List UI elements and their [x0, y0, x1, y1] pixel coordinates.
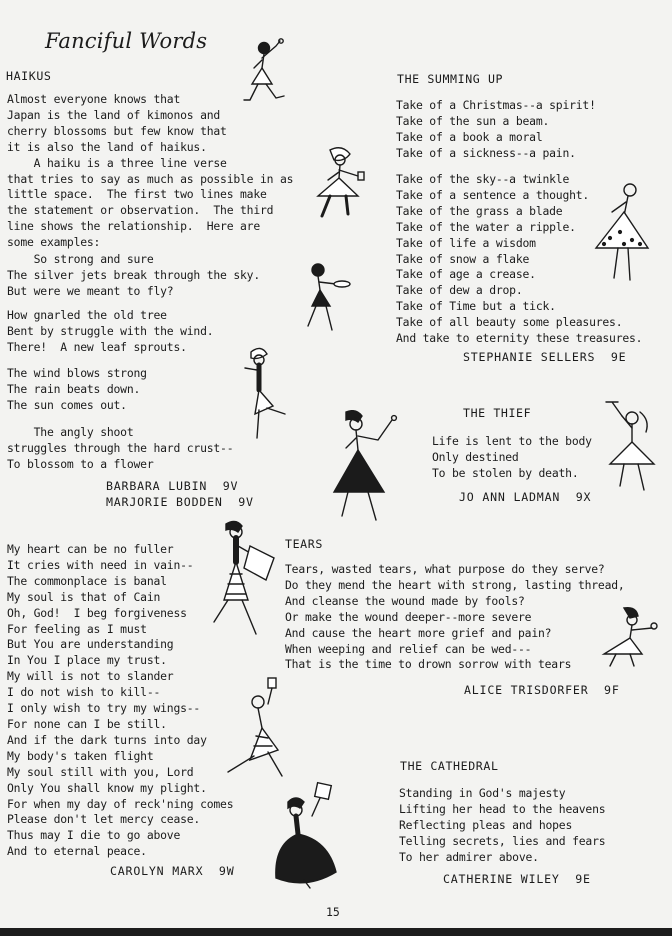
girl-in-checked-dress-with-flower-illustration: [328, 410, 402, 528]
text-line: The sun comes out.: [7, 397, 127, 412]
text-line: Take of the water a ripple.: [396, 219, 576, 234]
text-line: The wind blows strong: [7, 366, 147, 380]
text-line: Take of a Christmas--a spirit!: [396, 98, 596, 112]
text-line: Take of Time but a tick.: [396, 299, 556, 314]
text-line: that tries to say as much as possible in as: [7, 171, 294, 186]
text-line: Oh, God! I beg forgiveness: [7, 605, 187, 620]
page-number: 15: [326, 905, 340, 919]
text-line: Take of snow a flake: [396, 251, 530, 266]
text-line: line shows the relationship. Here are: [7, 219, 260, 234]
cathedral-poem: [399, 786, 605, 866]
thief-poem: [432, 434, 592, 482]
text-line: How gnarled the old tree: [7, 308, 167, 322]
text-line: Telling secrets, lies and fears: [399, 833, 606, 848]
haiku-example-4: [7, 425, 233, 473]
girl-walking-illustration: [237, 344, 293, 444]
text-line: some examples:: [7, 235, 101, 250]
summing-up-author: STEPHANIE SELLERS 9E: [463, 350, 627, 364]
heart-poem-author: CAROLYN MARX 9W: [110, 864, 235, 878]
text-line: struggles through the hard crust--: [7, 440, 234, 455]
tears-title: TEARS: [285, 537, 323, 551]
text-line: For none can I be still.: [7, 716, 167, 731]
cathedral-author: CATHERINE WILEY 9E: [443, 872, 591, 886]
text-line: Take of a sickness--a pain.: [396, 145, 576, 160]
girl-with-bonnet-and-cup-illustration: [308, 146, 374, 222]
text-line: My soul still with you, Lord: [7, 764, 194, 779]
text-line: Take of dew a drop.: [396, 283, 523, 298]
text-line: To blossom to a flower: [7, 456, 154, 471]
haikus-intro: [7, 92, 293, 251]
text-line: The rain beats down.: [7, 381, 141, 396]
text-line: To be stolen by death.: [432, 465, 579, 480]
haikus-heading: HAIKUS: [6, 69, 52, 83]
text-line: There! A new leaf sprouts.: [7, 339, 187, 354]
text-line: I do not wish to kill--: [7, 685, 161, 700]
text-line: And cause the heart more grief and pain?: [285, 625, 552, 640]
tears-poem: [285, 562, 625, 673]
haiku-example-3: [7, 366, 147, 414]
girl-with-raised-glass-illustration: [222, 676, 298, 784]
summing-up-title: THE SUMMING UP: [397, 72, 504, 86]
text-line: Please don't let mercy cease.: [7, 812, 201, 827]
girl-holding-hammer-illustration: [600, 398, 662, 496]
text-line: cherry blossoms but few know that: [7, 123, 227, 138]
text-line: Tears, wasted tears, what purpose do they serve?: [285, 562, 605, 576]
text-line: Take of the grass a blade: [396, 203, 563, 218]
girl-in-polka-dot-dress-illustration: [590, 178, 652, 288]
text-line: My will is not to slander: [7, 669, 174, 684]
text-line: And cleanse the wound made by fools?: [285, 593, 525, 608]
text-line: The commonplace is banal: [7, 573, 167, 588]
text-line: Take of a sentence a thought.: [396, 187, 590, 202]
haiku-example-2: [7, 308, 213, 356]
text-line: My soul is that of Cain: [7, 589, 161, 604]
text-line: The angly shoot: [7, 425, 134, 439]
text-line: For feeling as I must: [7, 621, 147, 636]
text-line: Take of all beauty some pleasures.: [396, 315, 623, 330]
text-line: the statement or observation. The third: [7, 203, 274, 218]
text-line: Bent by struggle with the wind.: [7, 323, 214, 338]
thief-title: THE THIEF: [463, 406, 532, 420]
text-line: Do they mend the heart with strong, lasting thread,: [285, 577, 625, 592]
text-line: So strong and sure: [7, 252, 154, 266]
thief-author: JO ANN LADMAN 9X: [459, 490, 592, 504]
text-line: A haiku is a three line verse: [7, 155, 227, 170]
text-line: It cries with need in vain--: [7, 557, 194, 572]
scan-bottom-edge: [0, 928, 672, 936]
cathedral-title: THE CATHEDRAL: [400, 759, 499, 773]
text-line: But You are understanding: [7, 637, 174, 652]
text-line: Take of age a crease.: [396, 267, 536, 282]
text-line: And to eternal peace.: [7, 844, 147, 859]
text-line: Take of the sky--a twinkle: [396, 172, 570, 186]
text-line: Japan is the land of kimonos and: [7, 107, 221, 122]
text-line: Take of life a wisdom: [396, 235, 536, 250]
haikus-author-1: BARBARA LUBIN 9V: [106, 479, 239, 493]
girl-carrying-dish-illustration: [300, 260, 354, 336]
text-line: The silver jets break through the sky.: [7, 267, 260, 282]
text-line: When weeping and relief can be wed---: [285, 641, 532, 656]
haikus-author-2: MARJORIE BODDEN 9V: [106, 495, 254, 509]
girl-sitting-with-flower-illustration: [596, 606, 662, 670]
text-line: Almost everyone knows that: [7, 92, 181, 106]
text-line: Or make the wound deeper--more severe: [285, 609, 532, 624]
girl-reading-book-illustration: [208, 518, 278, 642]
text-line: little space. The first two lines make: [7, 187, 267, 202]
text-line: Standing in God's majesty: [399, 786, 566, 800]
text-line: In You I place my trust.: [7, 653, 167, 668]
text-line: Only destined: [432, 449, 519, 464]
girl-running-with-flower-illustration: [240, 38, 290, 112]
text-line: Lifting her head to the heavens: [399, 801, 606, 816]
text-line: But were we meant to fly?: [7, 283, 174, 298]
text-line: Reflecting pleas and hopes: [399, 817, 573, 832]
text-line: And take to eternity these treasures.: [396, 331, 643, 346]
text-line: Take of a book a moral: [396, 129, 543, 144]
summing-up-stanza-1: [396, 98, 596, 162]
text-line: To her admirer above.: [399, 849, 539, 864]
page-title: Fanciful Words: [45, 29, 208, 53]
text-line: Life is lent to the body: [432, 434, 592, 448]
haiku-example-1: [7, 252, 260, 300]
text-line: My heart can be no fuller: [7, 542, 174, 556]
text-line: My body's taken flight: [7, 748, 154, 763]
text-line: Only You shall know my plight.: [7, 780, 207, 795]
text-line: For when my day of reck'ning comes: [7, 796, 234, 811]
text-line: I only wish to try my wings--: [7, 701, 201, 716]
text-line: Thus may I die to go above: [7, 828, 181, 843]
girl-holding-sign-illustration: [270, 780, 342, 890]
text-line: And if the dark turns into day: [7, 732, 207, 747]
text-line: it is also the land of haikus.: [7, 139, 207, 154]
tears-author: ALICE TRISDORFER 9F: [464, 683, 620, 697]
heart-poem: [7, 542, 233, 860]
text-line: That is the time to drown sorrow with tears: [285, 657, 572, 672]
text-line: Take of the sun a beam.: [396, 113, 550, 128]
